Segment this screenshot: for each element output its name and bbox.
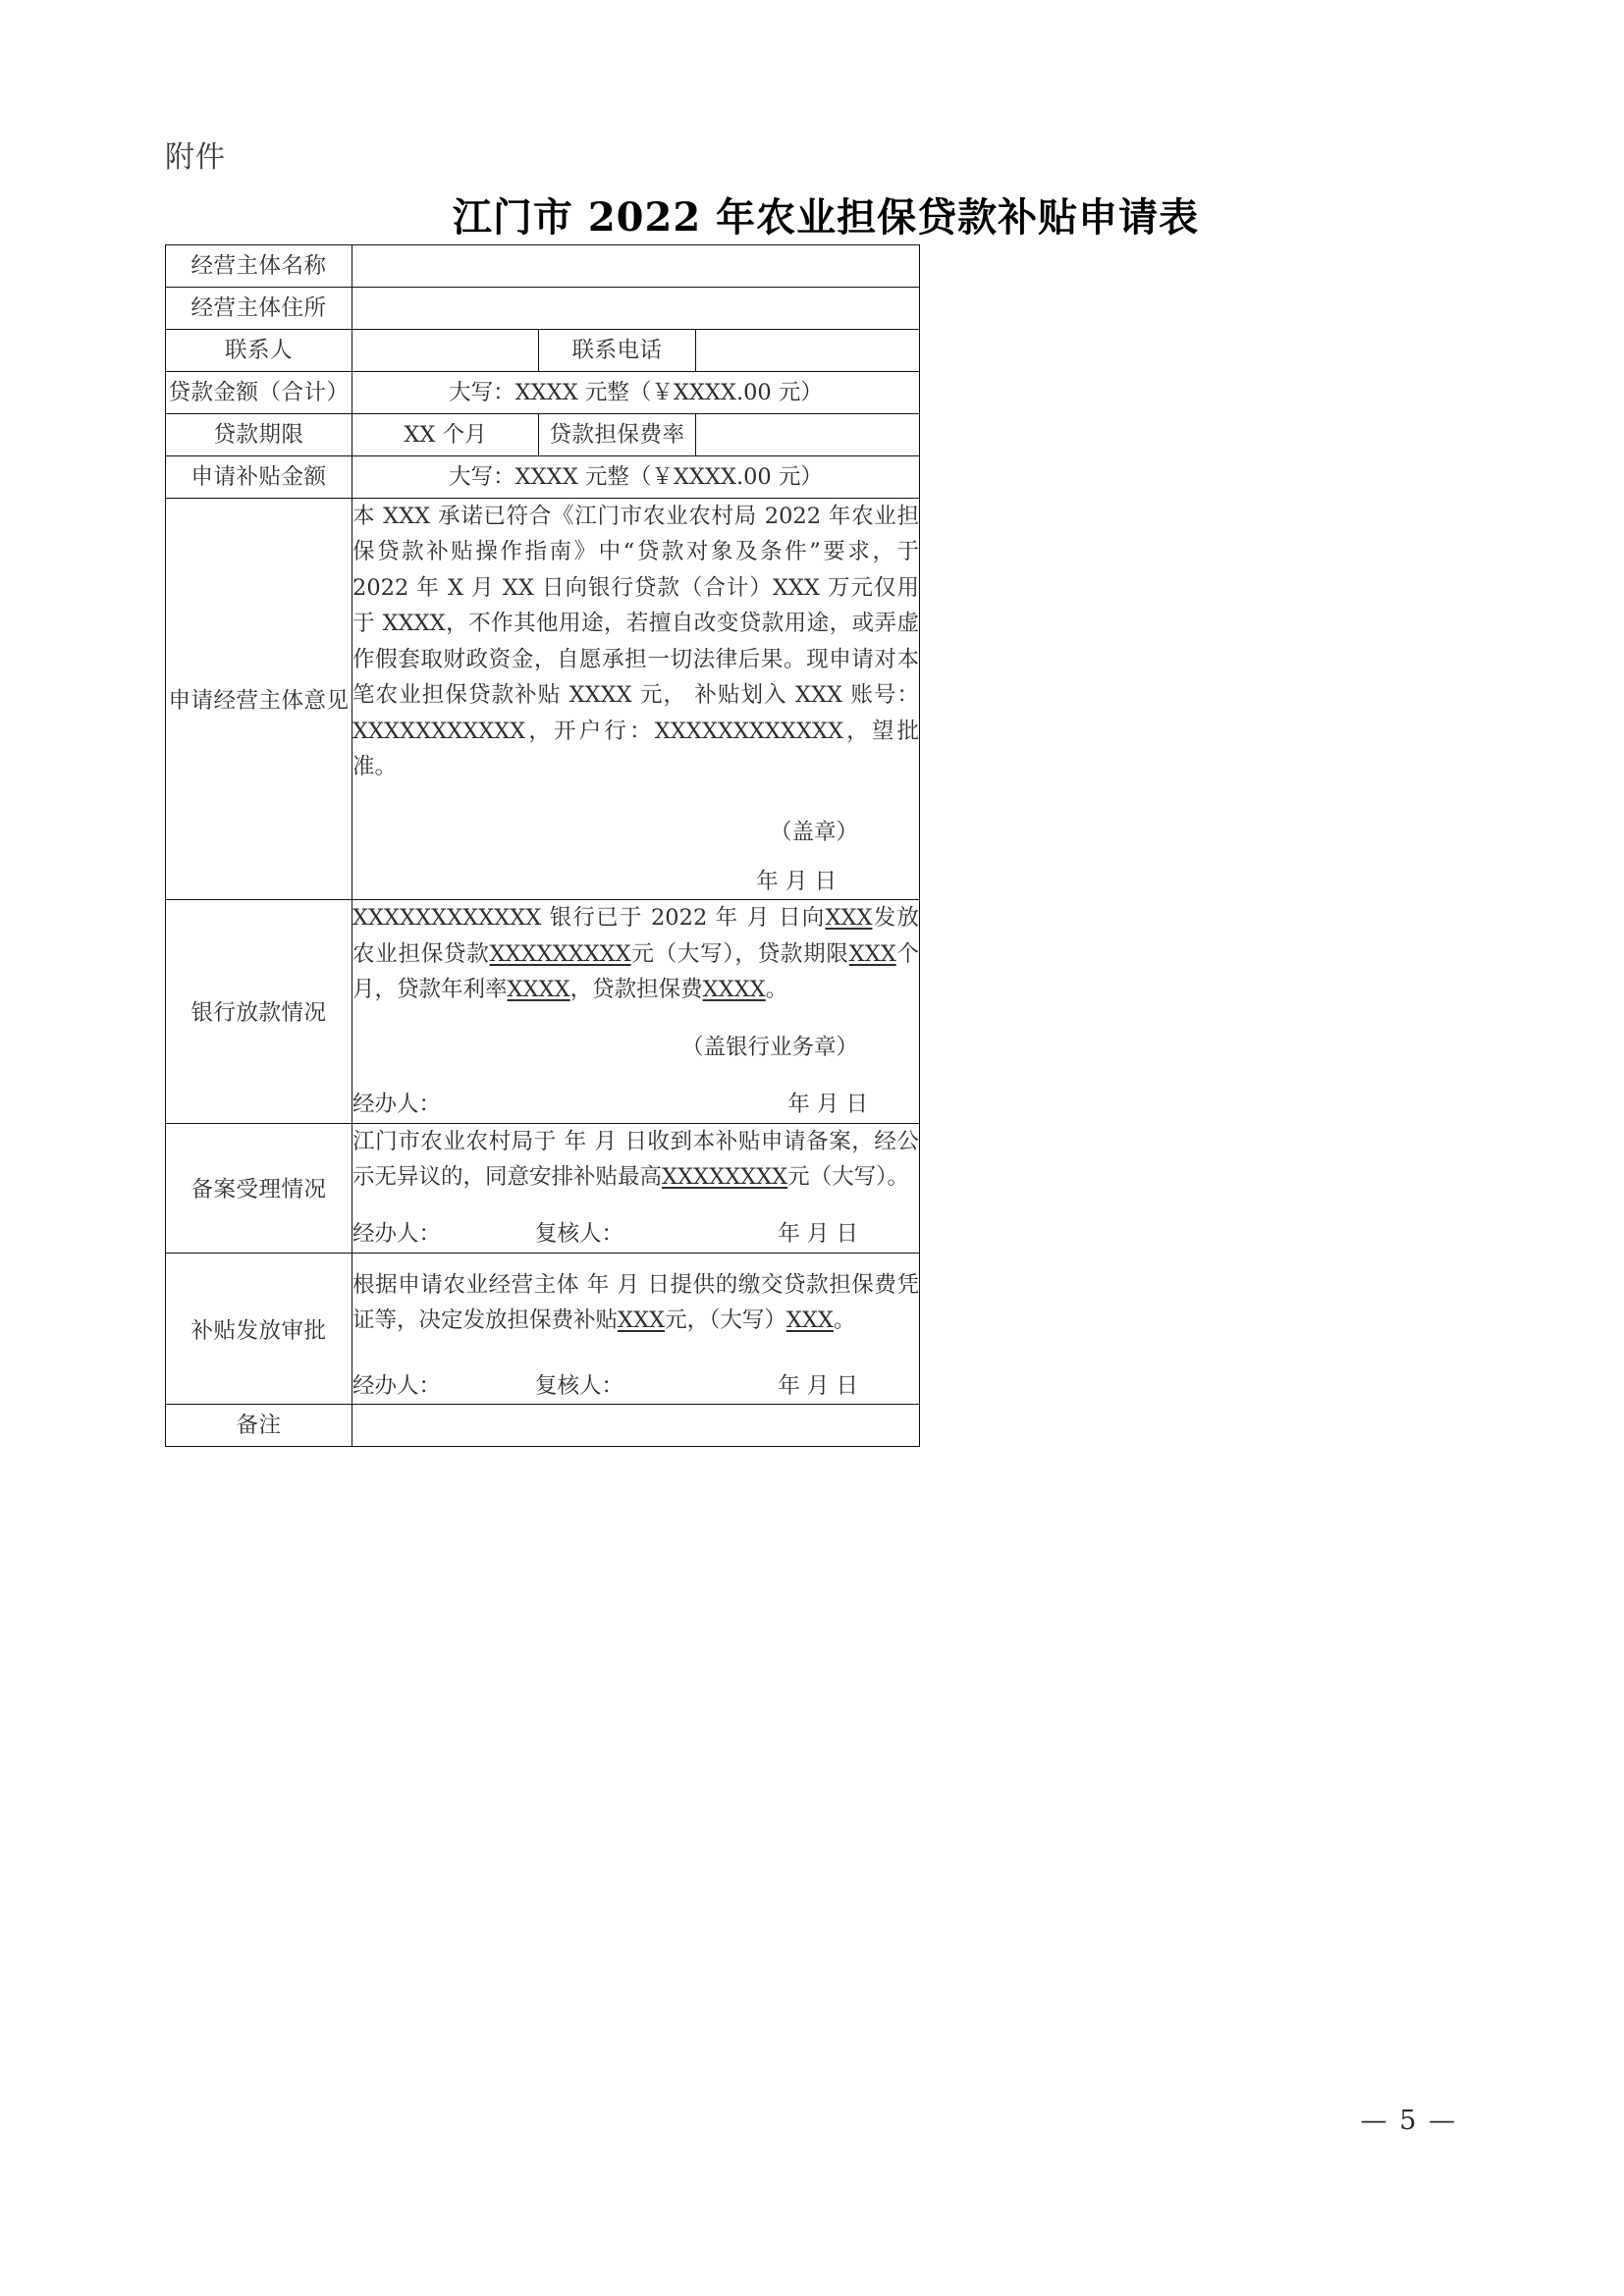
record-seg2: 元（大写）。 bbox=[787, 1164, 909, 1190]
approval-blank2[interactable]: XXX bbox=[785, 1308, 834, 1334]
label-applicant-opinion: 申请经营主体意见 bbox=[166, 499, 352, 900]
spacer bbox=[352, 1254, 919, 1267]
approval-seg1: 根据申请农业经营主体 年 月 日提供的缴交贷款担保费凭证等，决定发放担保费补贴 bbox=[352, 1271, 920, 1334]
field-loan-amount[interactable]: 大写：XXXX 元整（￥XXXX.00 元） bbox=[352, 372, 920, 414]
field-record-acceptance[interactable] bbox=[352, 1123, 920, 1253]
label-bank-disbursement: 银行放款情况 bbox=[166, 900, 352, 1123]
label-entity-address: 经营主体住所 bbox=[166, 288, 352, 330]
table-row-subsidy-amount bbox=[166, 456, 920, 499]
field-subsidy-approval[interactable] bbox=[352, 1253, 920, 1404]
table-row-entity-address bbox=[166, 288, 920, 330]
record-blank1[interactable]: XXXXXXXX bbox=[662, 1164, 788, 1190]
label-loan-amount: 贷款金额（合计） bbox=[166, 372, 352, 414]
record-acceptance-paragraph bbox=[352, 1124, 919, 1196]
field-subsidy-amount[interactable]: 大写：XXXX 元整（￥XXXX.00 元） bbox=[352, 456, 920, 499]
field-entity-name[interactable] bbox=[352, 245, 920, 288]
applicant-opinion-paragraph: 本 XXX 承诺已符合《江门市农业农村局 2022 年农业担保贷款补贴操作指南》中“贷款对象及条件”要求，于 2022 年 X 月 XX 日向银行贷款（合计）XXX 万元仅用于 XXXX，不作其他用途，若擅自改变贷款用途，或弄虚作假套取财政资金，自愿承担一切法律后果。现申请对本笔农业担保贷款补贴 XXXX 元， 补贴划入 XXX 账号：XXXXXXXXXXX，开户行：XXXXXXXXXXXX，望批准。 bbox=[352, 504, 920, 780]
record-date-line[interactable]: 年 月 日 bbox=[778, 1221, 859, 1248]
spacer bbox=[352, 1065, 919, 1087]
bank-seg1: XXXXXXXXXXXX 银行已于 2022 年 月 日向 bbox=[352, 905, 826, 932]
approval-blank1[interactable]: XXX bbox=[618, 1308, 666, 1334]
bank-seg2: 发放农业担保贷款 bbox=[352, 905, 919, 967]
spacer bbox=[352, 1339, 919, 1368]
table-row-applicant-opinion bbox=[166, 499, 920, 900]
page-number: — 5 — bbox=[1360, 2106, 1457, 2136]
bank-blank3[interactable]: XXX bbox=[848, 940, 896, 967]
page-title: 江门市 2022 年农业担保贷款补贴申请表 bbox=[452, 194, 1200, 240]
field-entity-address[interactable] bbox=[352, 288, 920, 330]
bank-seg3: 元（大写），贷款期限 bbox=[630, 940, 849, 967]
table-row-entity-name bbox=[166, 245, 920, 288]
table-row-subsidy-approval bbox=[166, 1253, 920, 1404]
approval-seg2: 元，（大写） bbox=[665, 1308, 786, 1334]
label-subsidy-amount: 申请补贴金额 bbox=[166, 456, 352, 499]
label-record-acceptance: 备案受理情况 bbox=[166, 1123, 352, 1253]
approval-handler-label[interactable]: 经办人： bbox=[352, 1372, 442, 1399]
field-bank-disbursement[interactable] bbox=[352, 900, 920, 1123]
spacer bbox=[352, 1195, 919, 1216]
approval-signature-line bbox=[352, 1368, 919, 1404]
bank-seg6: 。 bbox=[765, 977, 788, 1003]
field-contact-person[interactable] bbox=[352, 330, 539, 372]
applicant-seal-note: （盖章） bbox=[770, 819, 859, 845]
bank-date-line[interactable]: 年 月 日 bbox=[787, 1092, 869, 1118]
field-applicant-opinion[interactable] bbox=[352, 499, 920, 900]
spacer bbox=[352, 1008, 919, 1030]
bank-seg4: 个月，贷款年利率 bbox=[352, 940, 919, 1003]
bank-blank1[interactable]: XXX bbox=[825, 905, 873, 932]
bank-disbursement-paragraph bbox=[352, 900, 919, 1007]
field-remarks[interactable] bbox=[352, 1405, 920, 1447]
attachment-label: 附件 bbox=[165, 140, 226, 175]
label-guarantee-fee-rate: 贷款担保费率 bbox=[539, 414, 696, 456]
table-row-loan-term bbox=[166, 414, 920, 456]
bank-blank2[interactable]: XXXXXXXXX bbox=[489, 940, 631, 967]
bank-blank4[interactable]: XXXX bbox=[507, 977, 570, 1003]
subsidy-application-table bbox=[165, 244, 920, 1447]
bank-handler-label[interactable]: 经办人： bbox=[352, 1092, 442, 1118]
record-signature-line bbox=[352, 1216, 919, 1252]
field-contact-phone[interactable] bbox=[696, 330, 920, 372]
approval-date-line[interactable]: 年 月 日 bbox=[778, 1372, 859, 1399]
table-row-loan-amount bbox=[166, 372, 920, 414]
field-loan-term[interactable]: XX 个月 bbox=[352, 414, 539, 456]
label-subsidy-approval: 补贴发放审批 bbox=[166, 1253, 352, 1404]
spacer bbox=[352, 785, 919, 815]
label-contact-person: 联系人 bbox=[166, 330, 352, 372]
approval-reviewer-label[interactable]: 复核人： bbox=[535, 1372, 624, 1399]
table-row-bank-disbursement bbox=[166, 900, 920, 1123]
record-reviewer-label[interactable]: 复核人： bbox=[535, 1221, 624, 1248]
record-seg1: 江门市农业农村局于 年 月 日收到本补贴申请备案，经公示无异议的，同意安排补贴最高 bbox=[352, 1128, 920, 1190]
applicant-date-line[interactable]: 年 月 日 bbox=[756, 868, 838, 894]
label-remarks: 备注 bbox=[166, 1405, 352, 1447]
table-row-remarks bbox=[166, 1405, 920, 1447]
spacer bbox=[352, 850, 919, 864]
label-contact-phone: 联系电话 bbox=[539, 330, 696, 372]
bank-blank5[interactable]: XXXX bbox=[702, 977, 766, 1003]
record-handler-label[interactable]: 经办人： bbox=[352, 1221, 442, 1248]
label-loan-term: 贷款期限 bbox=[166, 414, 352, 456]
bank-seal-note: （盖银行业务章） bbox=[681, 1034, 859, 1060]
subsidy-approval-paragraph bbox=[352, 1267, 919, 1339]
bank-seg5: ，贷款担保费 bbox=[569, 977, 703, 1003]
field-guarantee-fee-rate[interactable] bbox=[696, 414, 920, 456]
bank-signature-line bbox=[352, 1087, 919, 1122]
approval-seg3: 。 bbox=[833, 1308, 856, 1334]
table-row-contact bbox=[166, 330, 920, 372]
label-entity-name: 经营主体名称 bbox=[166, 245, 352, 288]
table-row-record-acceptance bbox=[166, 1123, 920, 1253]
